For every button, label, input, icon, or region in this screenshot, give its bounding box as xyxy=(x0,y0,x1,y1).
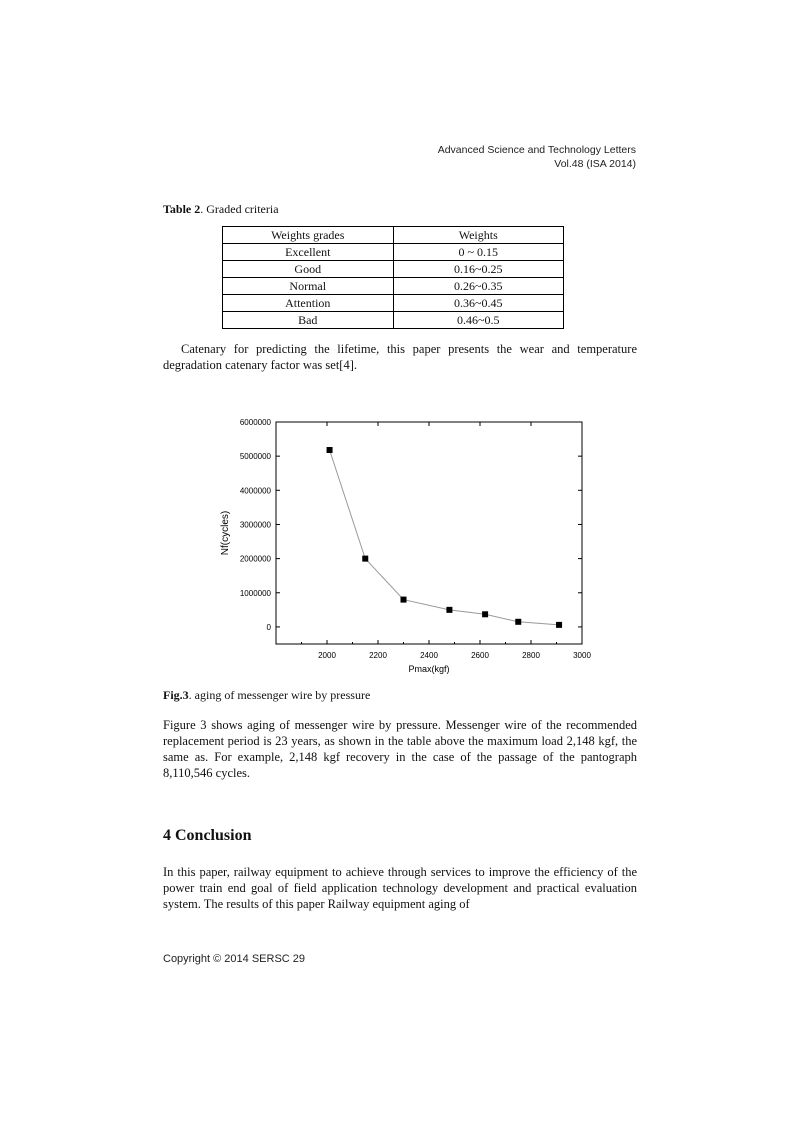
table-row xyxy=(223,295,564,312)
table-label: Table 2 xyxy=(163,202,201,216)
figure-caption xyxy=(163,688,370,703)
data-point xyxy=(556,622,562,628)
weight-cell: 0 ~ 0.15 xyxy=(393,244,564,261)
body-paragraph: Figure 3 shows aging of messenger wire by pressure. Messenger wire of the recommended replacement period is 23 years, as shown in the table above the maximum load 2,148 kgf, the same as. For example, 2,148 kgf recovery in the case of the passage of the pantograph 8,110,546 cycles. xyxy=(163,718,637,780)
data-point xyxy=(362,556,368,562)
table-caption xyxy=(163,202,279,217)
grade-cell: Good xyxy=(223,261,394,278)
running-header xyxy=(438,143,636,171)
x-axis-label: Pmax(kgf) xyxy=(408,664,450,674)
y-tick-label: 4000000 xyxy=(239,486,271,496)
y-tick-label: 6000000 xyxy=(239,418,271,427)
y-tick-label: 2000000 xyxy=(239,554,271,564)
table-row xyxy=(223,312,564,329)
x-tick-label: 2800 xyxy=(522,651,540,660)
table-row xyxy=(223,244,564,261)
journal-volume: Vol.48 (ISA 2014) xyxy=(554,158,636,170)
data-point xyxy=(482,611,488,617)
y-tick-label: 5000000 xyxy=(239,452,271,462)
data-point xyxy=(327,447,333,453)
x-tick-label: 2200 xyxy=(369,651,387,660)
y-tick-label: 1000000 xyxy=(239,588,271,598)
figure-title: . aging of messenger wire by pressure xyxy=(188,688,371,702)
page-footer: Copyright © 2014 SERSC 29 xyxy=(163,953,306,965)
data-point xyxy=(446,607,452,613)
data-point xyxy=(515,619,521,625)
x-tick-label: 2600 xyxy=(471,651,489,660)
pressure-aging-chart xyxy=(212,410,597,675)
column-header: Weights grades xyxy=(223,227,394,244)
grade-cell: Attention xyxy=(223,295,394,312)
grade-cell: Excellent xyxy=(223,244,394,261)
weight-cell: 0.16~0.25 xyxy=(393,261,564,278)
grade-cell: Normal xyxy=(223,278,394,295)
table-title: . Graded criteria xyxy=(200,202,279,216)
graded-criteria-table xyxy=(222,226,564,329)
figure-label: Fig.3 xyxy=(163,688,189,702)
x-tick-label: 2000 xyxy=(318,651,336,660)
section-heading xyxy=(163,827,251,845)
grade-cell: Bad xyxy=(223,312,394,329)
weight-cell: 0.26~0.35 xyxy=(393,278,564,295)
table-header-row xyxy=(223,227,564,244)
column-header: Weights xyxy=(393,227,564,244)
x-tick-label: 3000 xyxy=(573,651,591,660)
y-axis-label: Nf(cycles) xyxy=(220,510,231,556)
body-paragraph: Catenary for predicting the lifetime, this paper presents the wear and temperature degradation catenary factor was set[4]. xyxy=(163,342,637,372)
y-tick-label: 3000000 xyxy=(239,520,271,530)
journal-name: Advanced Science and Technology Letters xyxy=(437,144,636,156)
weight-cell: 0.46~0.5 xyxy=(393,312,564,329)
plot-frame xyxy=(276,422,582,644)
section-title: 4 Conclusion xyxy=(163,827,252,844)
x-tick-label: 2400 xyxy=(420,651,438,660)
weight-cell: 0.36~0.45 xyxy=(393,295,564,312)
section-paragraph: In this paper, railway equipment to achieve through services to improve the efficiency of the power train end goal of field application technology development and practical evaluation system. The results of this paper Railway equipment aging of xyxy=(163,865,637,911)
series-line xyxy=(330,450,560,625)
table-row xyxy=(223,261,564,278)
table-row xyxy=(223,278,564,295)
y-tick-label: 0 xyxy=(266,622,271,632)
data-point xyxy=(401,597,407,603)
